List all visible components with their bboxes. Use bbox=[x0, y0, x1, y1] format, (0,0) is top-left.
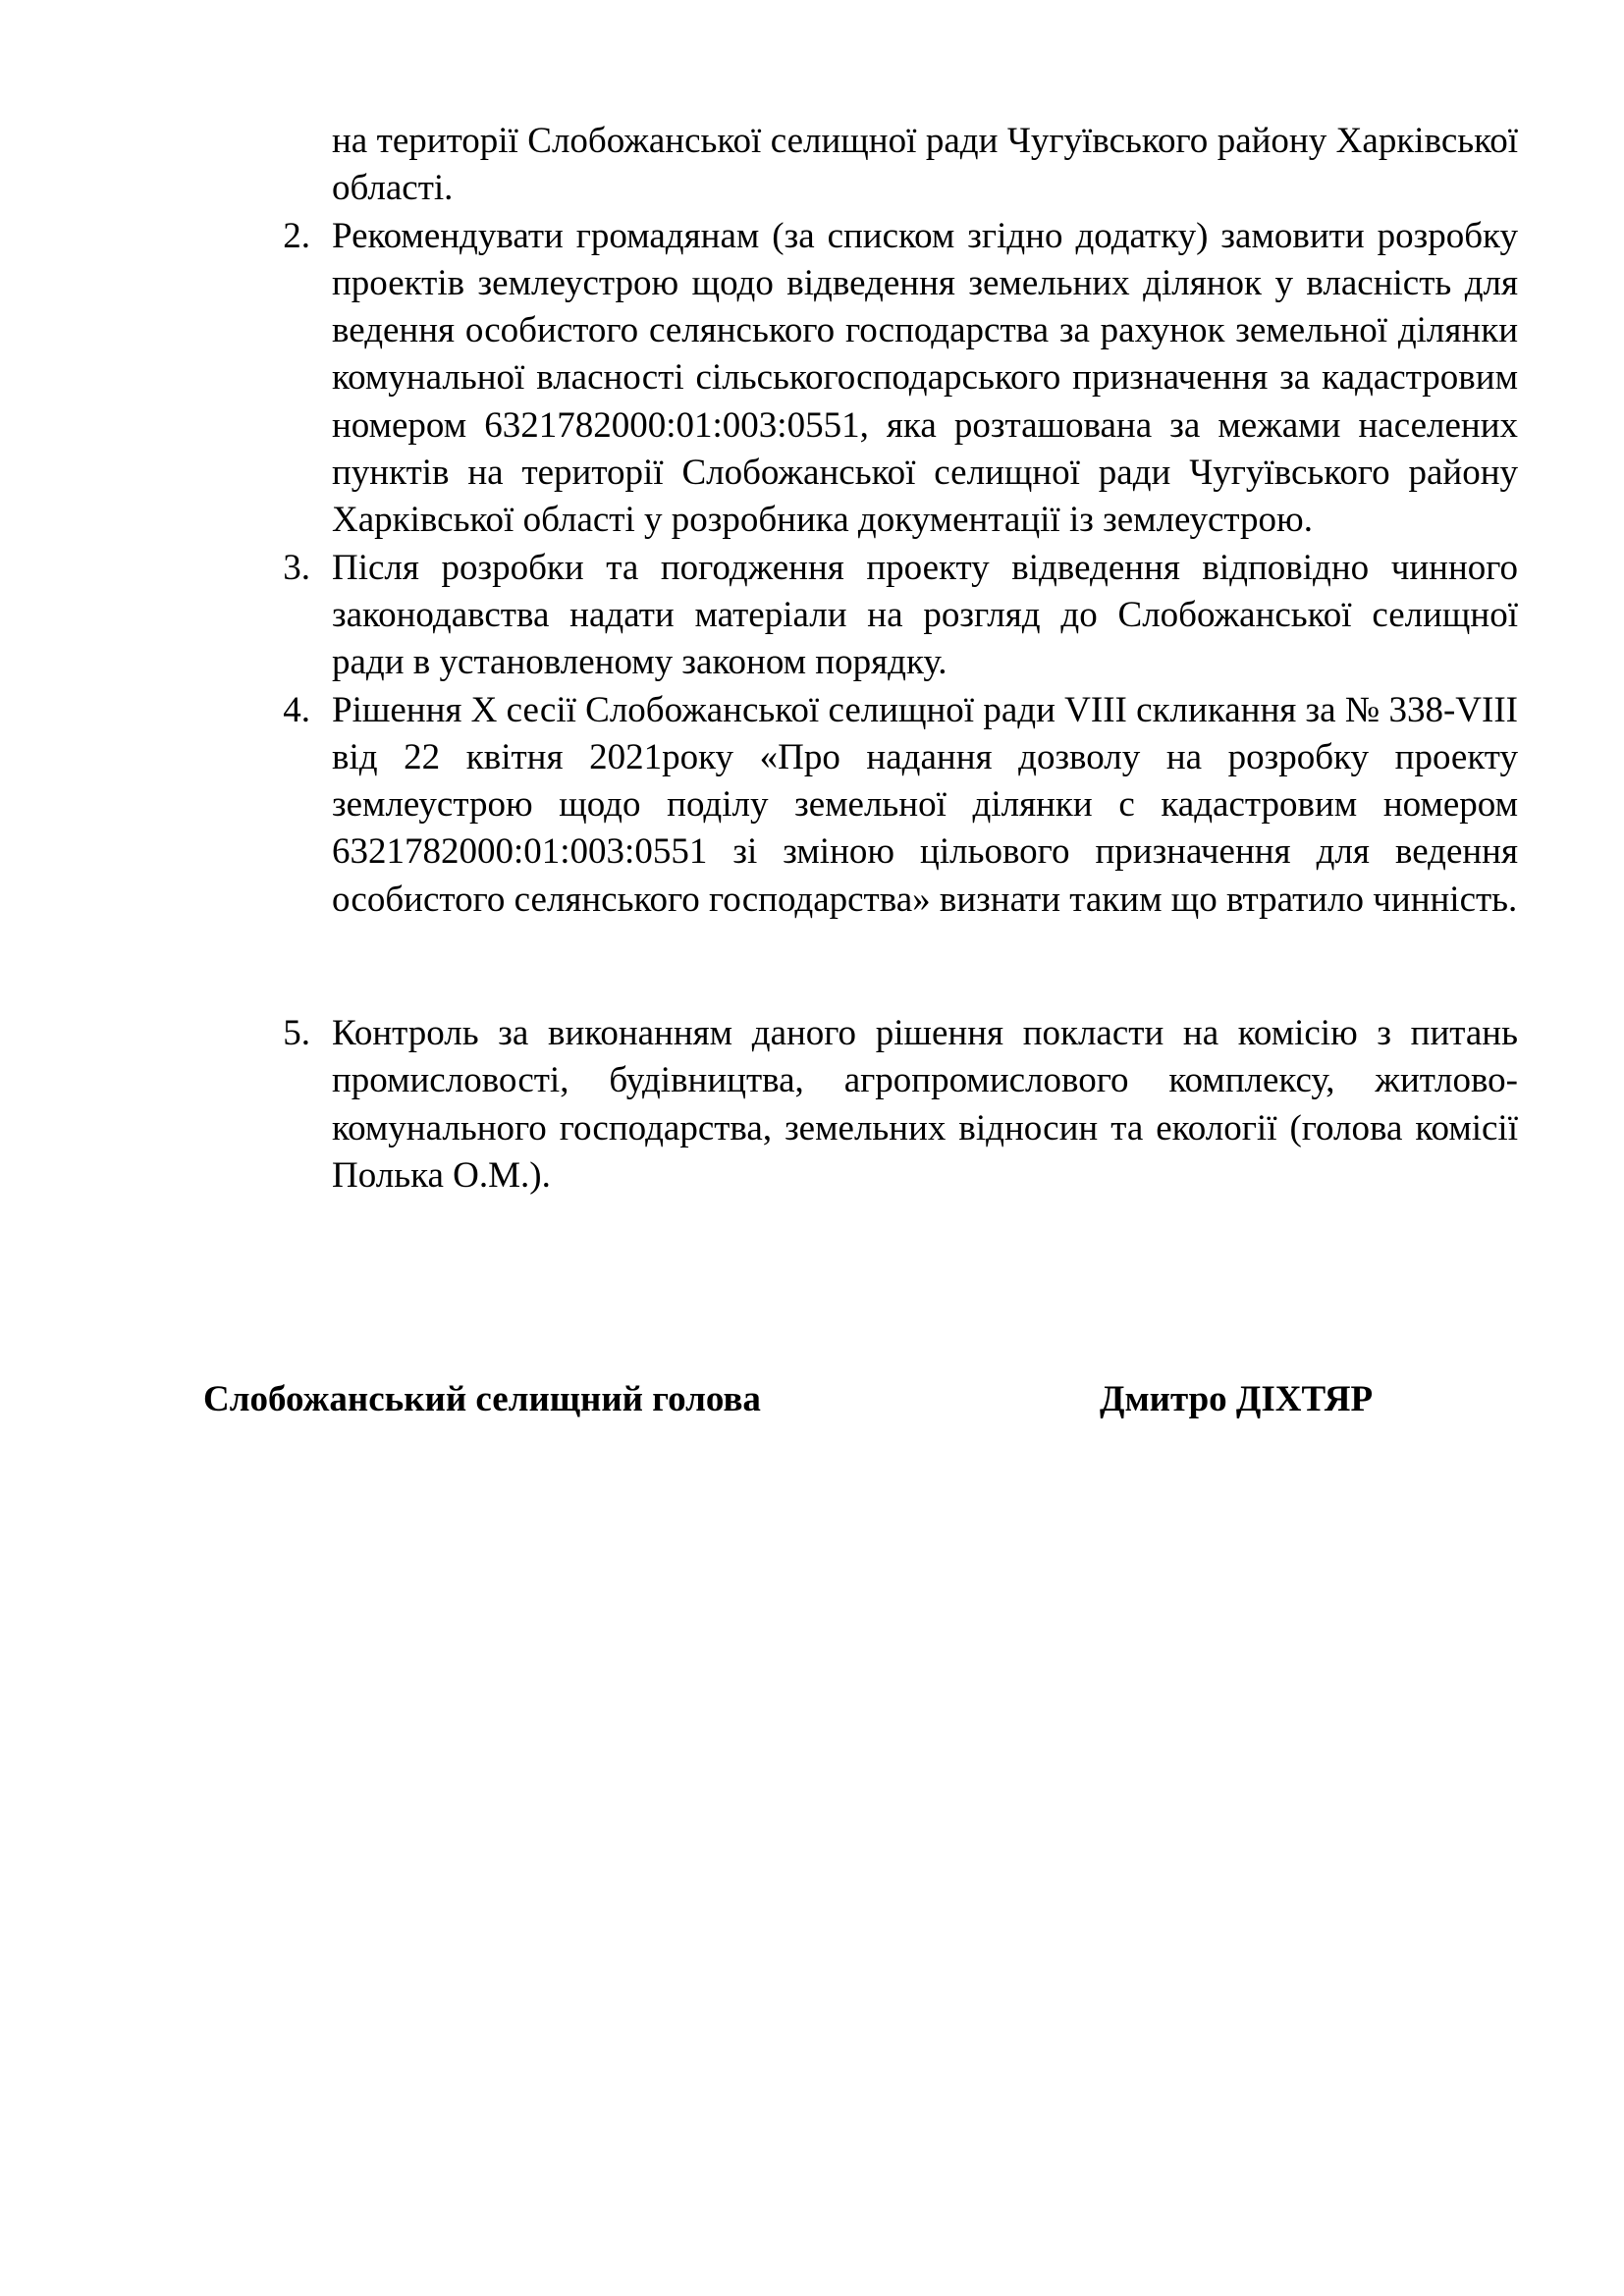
document-body bbox=[271, 118, 1518, 1200]
item-number: 3. bbox=[283, 547, 310, 588]
item-number: 5. bbox=[283, 1013, 310, 1054]
item-text: Рекомендувати громадянам (за списком згідно додатку) замовити розробку проектів землеустрою щодо відведення земельних ділянок у власність для ведення особистого селянського господарства за рахунок земельної ділянки комунальної власності сільськогосподарського призначення за кадастровим номером 6321782000:01:003:0551, яка розташована за межами населених пунктів на території Слобожанської селищної ради Чугуївського району Харківської області у розробника документації із землеустрою. bbox=[332, 215, 1518, 541]
list-item bbox=[271, 687, 1518, 924]
item-number: 2. bbox=[283, 215, 310, 256]
item-text: Після розробки та погодження проекту відведення відповідно чинного законодавства надати матеріали на розгляд до Слобожанської селищної ради в установленому законом порядку. bbox=[332, 547, 1518, 683]
list-item bbox=[271, 1010, 1518, 1200]
list-item bbox=[271, 213, 1518, 545]
item-number: 4. bbox=[283, 689, 310, 730]
signature-title: Слобожанський селищний голова bbox=[203, 1379, 761, 1419]
item-text: Рішення Х сесії Слобожанської селищної ради VIII скликання за № 338-VIII від 22 квітня 2021року «Про надання дозволу на розробку проекту землеустрою щодо поділу земельної ділянки с кадастровим номером 6321782000:01:003:0551 зі зміною цільового призначення для ведення особистого селянського господарства» визнати таким що втратило чинність. bbox=[332, 689, 1518, 920]
signature-name: Дмитро ДІХТЯР bbox=[1100, 1379, 1374, 1419]
decision-list bbox=[271, 213, 1518, 1201]
continuation-paragraph: на території Слобожанської селищної ради Чугуївського району Харківської області. bbox=[332, 121, 1518, 209]
item-text: Контроль за виконанням даного рішення покласти на комісію з питань промисловості, будівництва, агропромислового комплексу, житлово-комунального господарства, земельних відносин та екології (голова комісії Полька О.М.). bbox=[332, 1013, 1518, 1196]
list-item bbox=[271, 545, 1518, 687]
